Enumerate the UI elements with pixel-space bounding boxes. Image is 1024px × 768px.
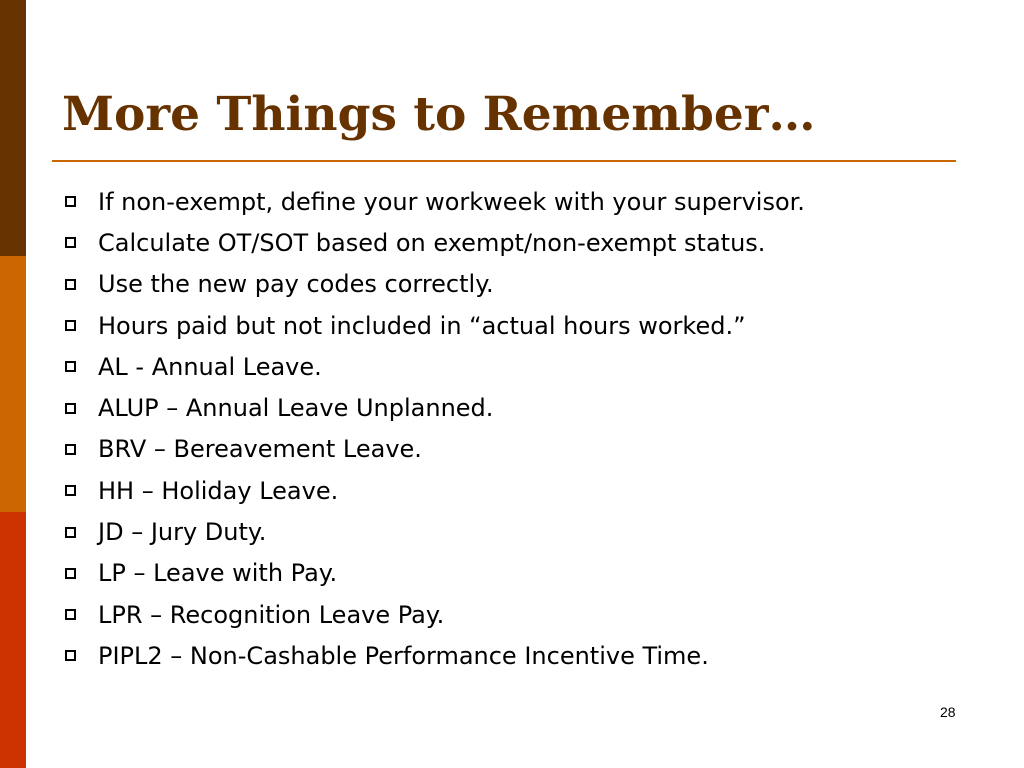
bullet-text: PIPL2 – Non-Cashable Performance Incentive Time. bbox=[98, 641, 709, 670]
bullet-text: LPR – Recognition Leave Pay. bbox=[98, 600, 445, 629]
bullet-item bbox=[62, 635, 805, 676]
bullet-item bbox=[62, 429, 805, 470]
sidebar-band-bottom bbox=[0, 512, 26, 768]
bullet-item bbox=[62, 553, 805, 594]
sidebar-decoration bbox=[0, 0, 26, 768]
bullet-item bbox=[62, 222, 805, 263]
bullet-text: BRV – Bereavement Leave. bbox=[98, 435, 422, 464]
hollow-square-icon bbox=[65, 485, 76, 496]
bullet-text: AL - Annual Leave. bbox=[98, 352, 322, 381]
bullet-item bbox=[62, 264, 805, 305]
bullet-text: Use the new pay codes correctly. bbox=[98, 270, 494, 299]
hollow-square-icon bbox=[65, 196, 76, 207]
title-underline bbox=[52, 160, 956, 162]
hollow-square-icon bbox=[65, 361, 76, 372]
hollow-square-icon bbox=[65, 279, 76, 290]
hollow-square-icon bbox=[65, 568, 76, 579]
hollow-square-icon bbox=[65, 527, 76, 538]
bullet-text: Hours paid but not included in “actual hours worked.” bbox=[98, 311, 746, 340]
bullet-text: HH – Holiday Leave. bbox=[98, 476, 339, 505]
bullet-list bbox=[62, 181, 805, 677]
hollow-square-icon bbox=[65, 403, 76, 414]
bullet-item bbox=[62, 181, 805, 222]
bullet-text: Calculate OT/SOT based on exempt/non-exempt status. bbox=[98, 228, 766, 257]
sidebar-band-top bbox=[0, 0, 26, 256]
bullet-item bbox=[62, 346, 805, 387]
hollow-square-icon bbox=[65, 650, 76, 661]
bullet-item bbox=[62, 470, 805, 511]
hollow-square-icon bbox=[65, 237, 76, 248]
bullet-item bbox=[62, 594, 805, 635]
bullet-item bbox=[62, 511, 805, 552]
hollow-square-icon bbox=[65, 444, 76, 455]
bullet-text: If non-exempt, define your workweek with your supervisor. bbox=[98, 187, 805, 216]
slide-title: More Things to Remember… bbox=[62, 87, 816, 142]
bullet-item bbox=[62, 305, 805, 346]
bullet-text: JD – Jury Duty. bbox=[98, 518, 267, 547]
hollow-square-icon bbox=[65, 320, 76, 331]
sidebar-band-middle bbox=[0, 256, 26, 512]
bullet-text: LP – Leave with Pay. bbox=[98, 559, 338, 588]
bullet-text: ALUP – Annual Leave Unplanned. bbox=[98, 394, 494, 423]
bullet-item bbox=[62, 387, 805, 428]
hollow-square-icon bbox=[65, 609, 76, 620]
page-number: 28 bbox=[940, 704, 956, 720]
